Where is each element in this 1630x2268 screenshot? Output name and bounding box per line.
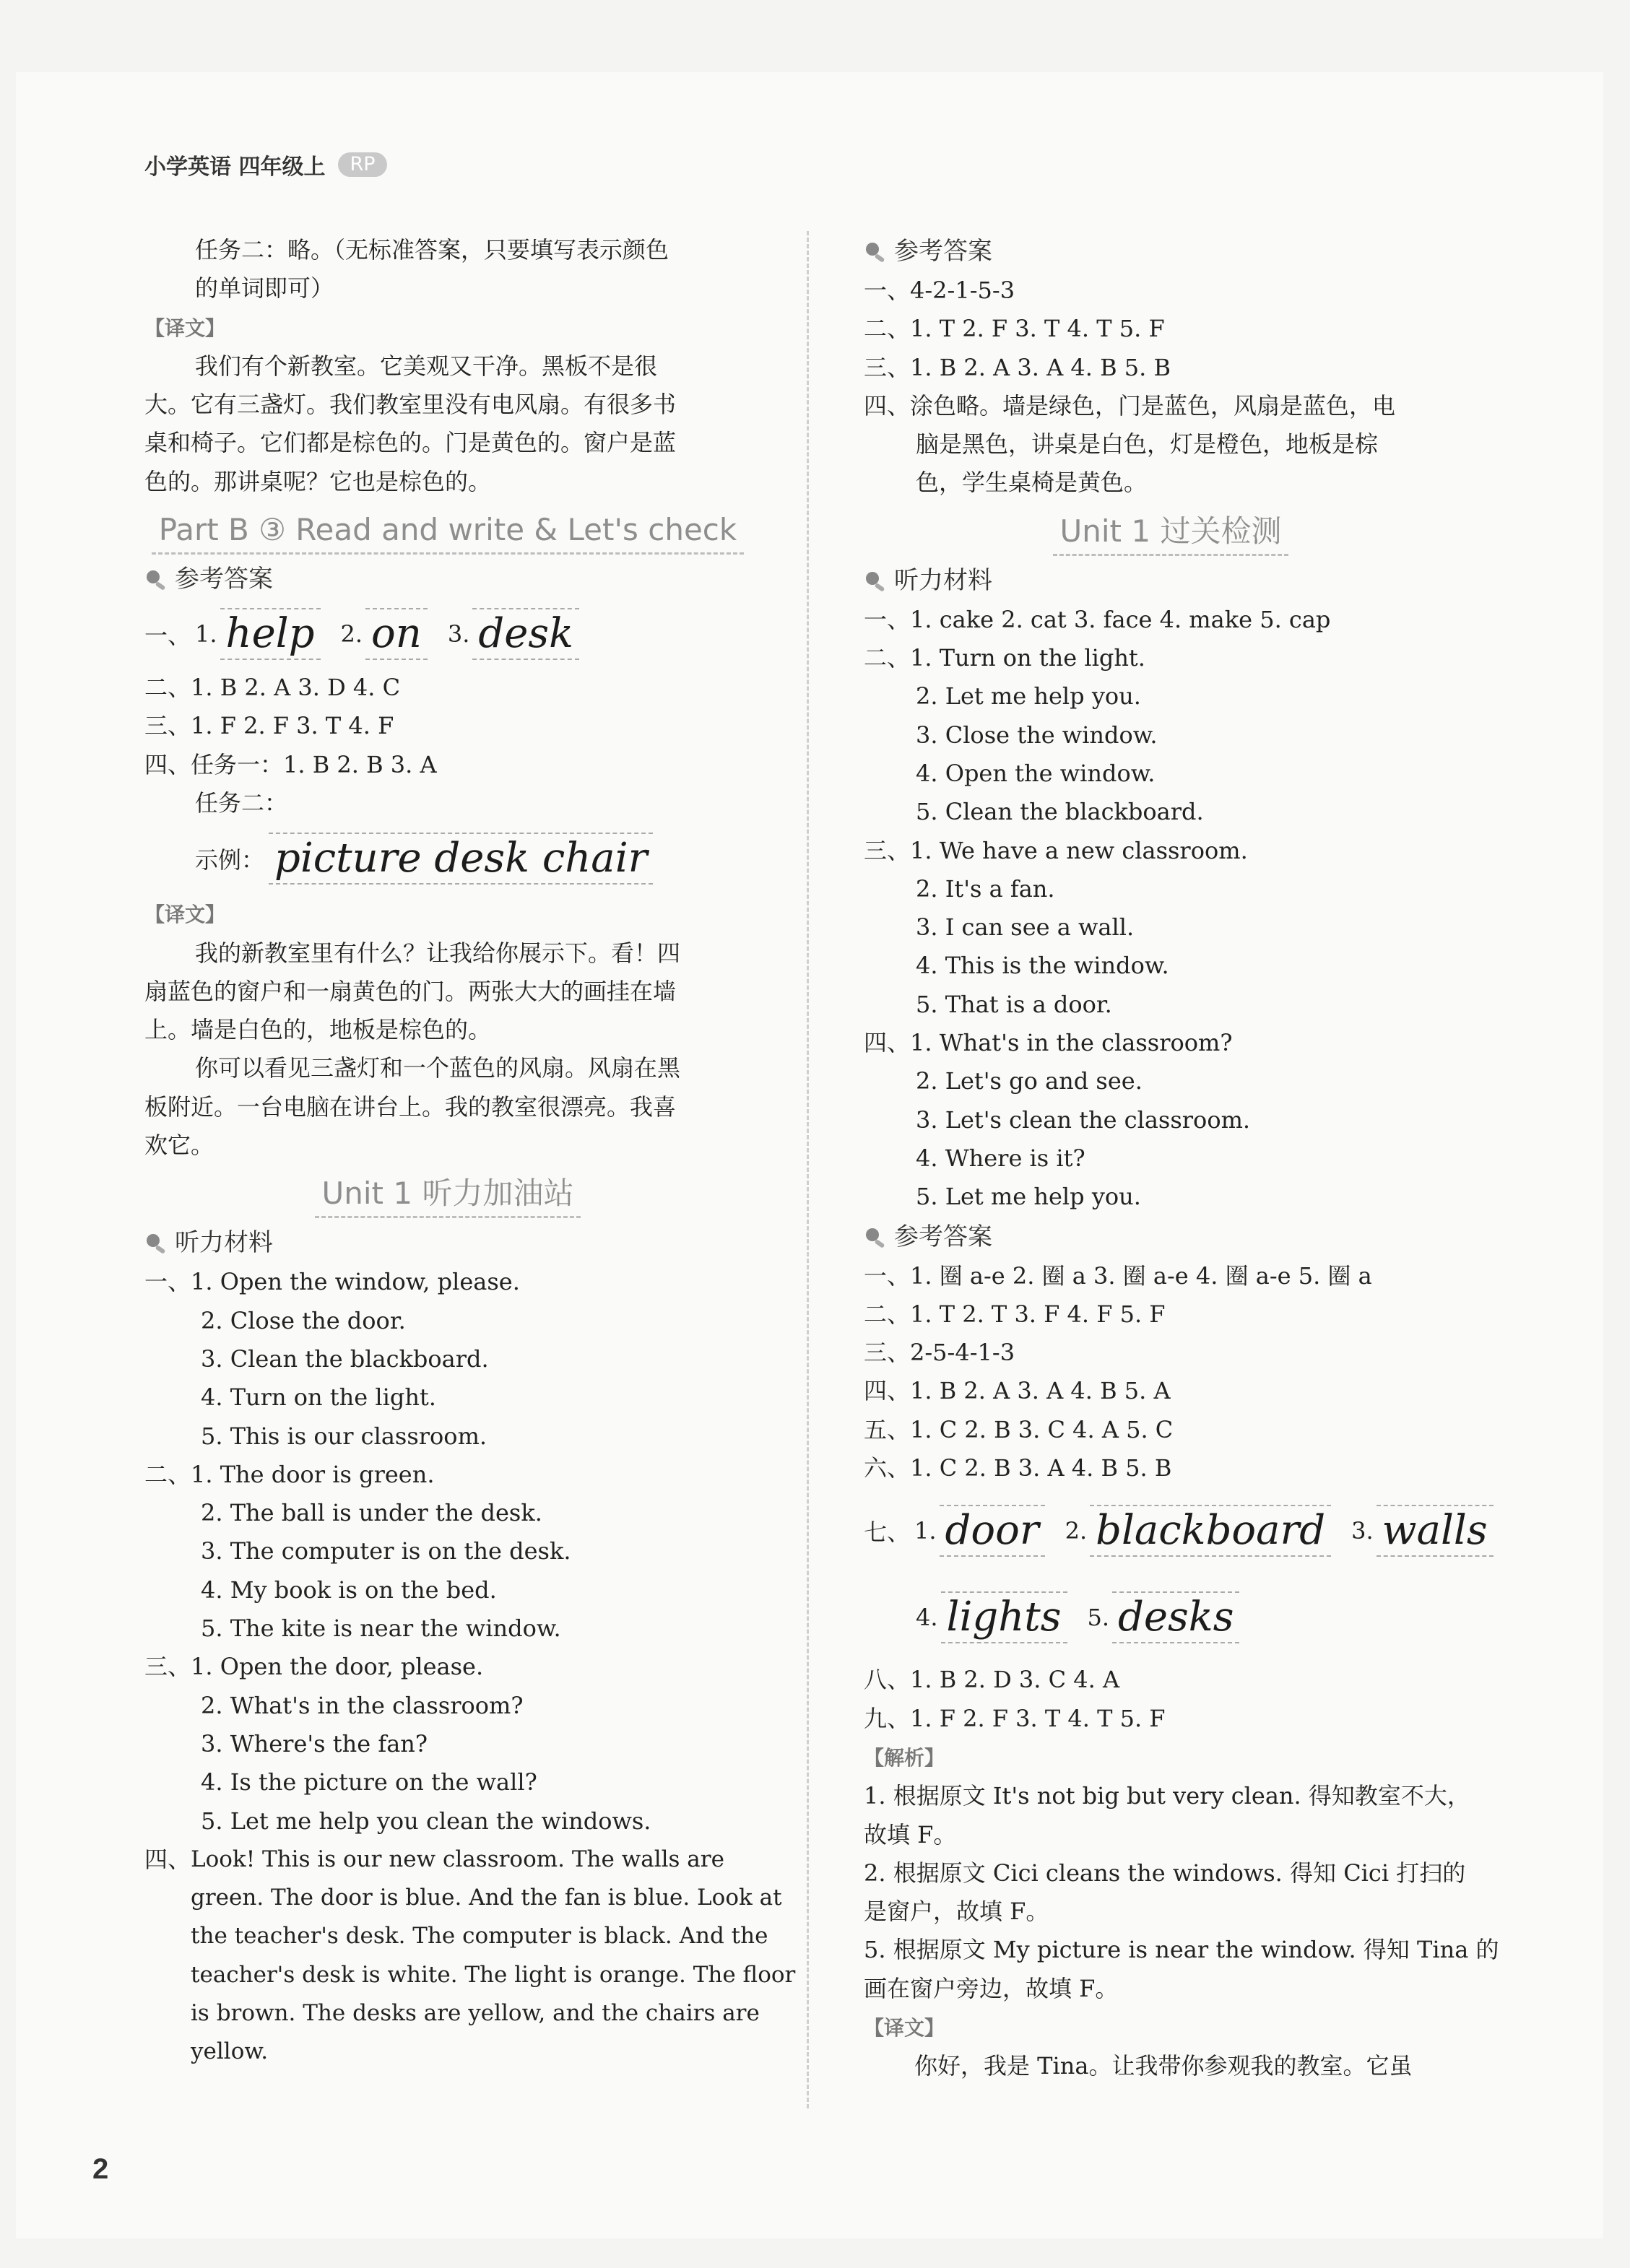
q7-handwriting-row xyxy=(864,1574,1478,1661)
answer-line: 色，学生桌椅是黄色。 xyxy=(916,469,1148,497)
banner-text: Unit 1 过关检测 xyxy=(1053,509,1289,556)
listening-line: 三、1. We have a new classroom. xyxy=(864,836,1248,864)
listening-line: 2. Let's go and see. xyxy=(916,1067,1143,1095)
passage-line: Look! This is our new classroom. The walls are xyxy=(191,1846,724,1872)
translation-line: 色的。那讲桌呢？它也是棕色的。 xyxy=(144,467,492,495)
item-number: 3. xyxy=(1351,1517,1374,1545)
answer-line: 三、1. B 2. A 3. A 4. B 5. B xyxy=(864,353,1171,381)
section-banner xyxy=(144,501,751,559)
answer-line: 五、1. C 2. B 3. C 4. A 5. C xyxy=(864,1415,1174,1443)
section-heading xyxy=(864,231,1478,271)
heading-text: 参考答案 xyxy=(894,237,992,266)
question-number: 四、 xyxy=(144,1845,191,1873)
edition-badge: RP xyxy=(338,152,386,177)
answer-line: 一、1. 圈 a-e 2. 圈 a 3. 圈 a-e 4. 圈 a-e 5. 圈 a xyxy=(864,1261,1372,1290)
section-heading xyxy=(144,1222,751,1263)
item-number: 1. xyxy=(914,1517,937,1545)
handwritten-answer: picture desk chair xyxy=(269,833,653,885)
magnifier-icon xyxy=(864,240,888,262)
listening-line: 3. Clean the blackboard. xyxy=(201,1344,489,1373)
section-heading xyxy=(864,560,1478,601)
q1-handwriting-row xyxy=(144,599,751,669)
listening-line: 4. Turn on the light. xyxy=(201,1383,436,1412)
example-label: 示例： xyxy=(195,846,265,874)
listening-line: 2. The ball is under the desk. xyxy=(201,1499,542,1527)
magnifier-icon xyxy=(864,1226,888,1248)
item-number: 3. xyxy=(447,620,470,648)
left-column xyxy=(144,231,796,2072)
listening-line: 5. Clean the blackboard. xyxy=(916,798,1204,826)
translation-tag: 【译文】 xyxy=(144,903,226,927)
handwritten-answer: blackboard xyxy=(1090,1505,1331,1557)
listening-line: 5. Let me help you clean the windows. xyxy=(201,1807,651,1835)
passage-line: teacher's desk is white. The light is orange. The floor xyxy=(191,1961,796,1988)
listening-line: 二、1. The door is green. xyxy=(144,1460,435,1488)
heading-text: 参考答案 xyxy=(894,1222,992,1251)
translation-line: 你可以看见三盏灯和一个蓝色的风扇。风扇在黑 xyxy=(195,1054,681,1082)
q7-handwriting-row xyxy=(864,1487,1488,1574)
answer-line: 二、1. B 2. A 3. D 4. C xyxy=(144,674,401,702)
handwritten-answer: help xyxy=(220,608,321,660)
listening-line: 四、1. What's in the classroom? xyxy=(864,1029,1233,1057)
answer-line: 任务二： xyxy=(195,788,288,817)
answer-line: 四、任务一：1. B 2. B 3. A xyxy=(144,750,437,778)
item-number: 2. xyxy=(1065,1517,1088,1545)
listening-line: 4. Open the window. xyxy=(916,759,1156,787)
listening-line: 5. That is a door. xyxy=(916,990,1112,1018)
listening-line: 3. Where's the fan? xyxy=(201,1729,428,1758)
translation-line: 上。墙是白色的，地板是棕色的。 xyxy=(144,1016,492,1044)
question-number: 七、 xyxy=(864,1518,911,1547)
translation-line: 板附近。一台电脑在讲台上。我的教室很漂亮。我喜 xyxy=(144,1092,677,1121)
passage-line: green. The door is blue. And the fan is blue. Look at xyxy=(191,1885,782,1911)
translation-line: 大。它有三盏灯。我们教室里没有电风扇。有很多书 xyxy=(144,391,677,419)
listening-line: 5. This is our classroom. xyxy=(201,1422,487,1450)
listening-line: 2. It's a fan. xyxy=(916,874,1055,903)
answer-line: 四、涂色略。墙是绿色，门是蓝色，风扇是蓝色，电 xyxy=(864,391,1396,420)
section-heading xyxy=(864,1217,1478,1257)
analysis-line: 故填 F。 xyxy=(864,1820,957,1848)
magnifier-icon xyxy=(144,568,169,590)
listening-line: 4. My book is on the bed. xyxy=(201,1576,497,1604)
translation-line: 我的新教室里有什么？让我给你展示下。看！四 xyxy=(195,939,681,967)
analysis-line: 5. 根据原文 My picture is near the window. 得知 Tina 的 xyxy=(864,1936,1499,1964)
item-number: 2. xyxy=(340,620,363,648)
answer-line: 四、1. B 2. A 3. A 4. B 5. A xyxy=(864,1377,1171,1405)
handwritten-answer: walls xyxy=(1377,1505,1494,1557)
listening-line: 3. I can see a wall. xyxy=(916,913,1135,942)
translation-line: 你好，我是 Tina。让我带你参观我的教室。它虽 xyxy=(914,2052,1413,2080)
handwritten-answer: lights xyxy=(941,1591,1067,1643)
listening-line: 4. This is the window. xyxy=(916,952,1169,980)
banner-text: Unit 1 听力加油站 xyxy=(315,1171,581,1218)
analysis-tag: 【解析】 xyxy=(864,1745,945,1770)
banner-text: Part B ③ Read and write & Let's check xyxy=(152,508,744,555)
magnifier-icon xyxy=(864,570,888,591)
listening-line: 5. The kite is near the window. xyxy=(201,1615,561,1643)
listening-line: 4. Is the picture on the wall? xyxy=(201,1768,537,1796)
answer-line: 三、1. F 2. F 3. T 4. F xyxy=(144,712,394,740)
item-number: 1. xyxy=(195,620,217,648)
handwritten-answer: on xyxy=(365,608,428,660)
answer-line: 二、1. T 2. F 3. T 4. T 5. F xyxy=(864,315,1165,343)
answer-line: 六、1. C 2. B 3. A 4. B 5. B xyxy=(864,1454,1172,1482)
handwritten-answer: desks xyxy=(1112,1591,1239,1643)
answer-line: 三、2-5-4-1-3 xyxy=(864,1339,1015,1367)
passage-text xyxy=(191,1841,795,2072)
heading-text: 听力材料 xyxy=(175,1228,273,1258)
answer-line: 二、1. T 2. T 3. F 4. F 5. F xyxy=(864,1300,1166,1328)
analysis-line: 画在窗户旁边，故填 F。 xyxy=(864,1974,1119,2002)
passage-line: the teacher's desk. The computer is black. And the xyxy=(191,1923,768,1950)
listening-line: 3. Close the window. xyxy=(916,721,1158,749)
right-column xyxy=(864,231,1499,2086)
question-number: 一、 xyxy=(144,622,191,650)
section-banner xyxy=(144,1165,751,1222)
listening-line: 3. Let's clean the classroom. xyxy=(916,1105,1251,1134)
translation-tag: 【译文】 xyxy=(144,316,226,340)
translation-line: 桌和椅子。它们都是棕色的。门是黄色的。窗户是蓝 xyxy=(144,429,677,457)
passage-block xyxy=(144,1841,796,2072)
listening-line: 一、1. Open the window, please. xyxy=(144,1268,520,1296)
example-row xyxy=(144,822,751,895)
task2-line: 的单词即可） xyxy=(195,274,334,303)
heading-text: 参考答案 xyxy=(175,565,273,594)
magnifier-icon xyxy=(144,1232,169,1254)
listening-line: 2. Close the door. xyxy=(201,1306,406,1334)
item-number: 5. xyxy=(1087,1604,1110,1632)
handwritten-answer: desk xyxy=(472,608,579,660)
translation-line: 欢它。 xyxy=(144,1131,214,1160)
book-title: 小学英语 四年级上 xyxy=(144,155,326,180)
heading-text: 听力材料 xyxy=(894,565,992,595)
answer-line: 九、1. F 2. F 3. T 4. T 5. F xyxy=(864,1704,1166,1732)
listening-line: 2. Let me help you. xyxy=(916,682,1141,711)
answer-line: 一、4-2-1-5-3 xyxy=(864,277,1015,304)
analysis-line: 是窗户，故填 F。 xyxy=(864,1898,1049,1926)
listening-line: 5. Let me help you. xyxy=(916,1183,1141,1211)
answer-line: 脑是黑色，讲桌是白色，灯是橙色，地板是棕 xyxy=(916,430,1379,459)
section-heading xyxy=(144,559,751,599)
section-banner xyxy=(864,503,1478,560)
running-header xyxy=(144,149,387,181)
listening-line: 三、1. Open the door, please. xyxy=(144,1653,484,1681)
listening-line: 二、1. Turn on the light. xyxy=(864,644,1145,672)
listening-line: 2. What's in the classroom? xyxy=(201,1691,524,1719)
task2-line: 任务二：略。（无标准答案，只要填写表示颜色 xyxy=(195,236,669,264)
listening-line: 一、1. cake 2. cat 3. face 4. make 5. cap xyxy=(864,605,1331,633)
page-number: 2 xyxy=(92,2153,109,2185)
translation-line: 我们有个新教室。它美观又干净。黑板不是很 xyxy=(195,352,658,380)
analysis-line: 2. 根据原文 Cici cleans the windows. 得知 Cici 打扫的 xyxy=(864,1859,1466,1887)
item-number: 4. xyxy=(916,1604,938,1632)
answer-line: 八、1. B 2. D 3. C 4. A xyxy=(864,1666,1120,1694)
listening-line: 4. Where is it? xyxy=(916,1144,1085,1172)
analysis-line: 1. 根据原文 It's not big but very clean. 得知教室不大， xyxy=(864,1782,1470,1810)
listening-line: 3. The computer is on the desk. xyxy=(201,1537,571,1565)
passage-line: is brown. The desks are yellow, and the chairs are xyxy=(191,1999,760,2026)
translation-tag: 【译文】 xyxy=(864,2015,945,2040)
column-divider xyxy=(807,231,809,2108)
translation-line: 扇蓝色的窗户和一扇黄色的门。两张大大的画挂在墙 xyxy=(144,977,677,1005)
passage-line: yellow. xyxy=(191,2038,269,2065)
handwritten-answer: door xyxy=(940,1505,1045,1557)
